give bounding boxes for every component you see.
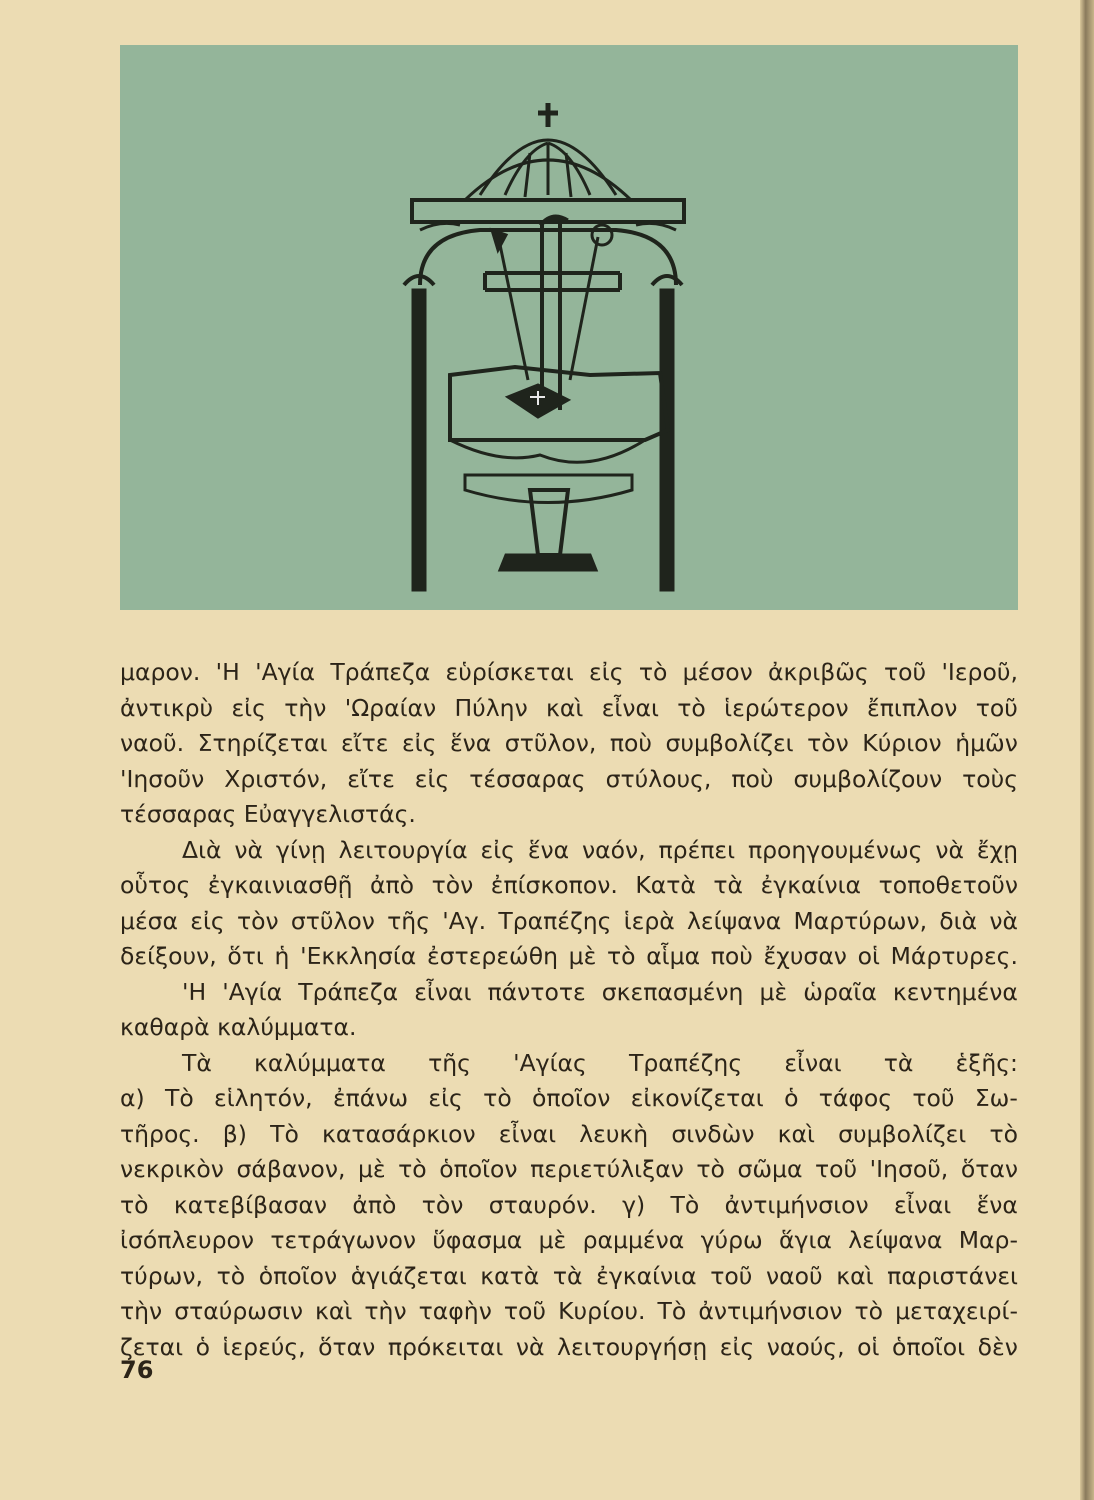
text-line: ναοῦ. Στηρίζεται εἴτε εἰς ἕνα στῦλον, ποὺ συμβολίζει τὸν Κύριον ἡμῶν: [120, 729, 1018, 757]
top-cross-icon: [538, 103, 558, 127]
text-line: τὴν σταύρωσιν καὶ τὴν ταφὴν τοῦ Κυρίου. Τὸ ἀντιμήνσιον τὸ μεταχειρί-: [120, 1297, 1018, 1325]
altar-stand: [530, 490, 568, 555]
page-number: 76: [120, 1356, 154, 1384]
text-line: τὸ κατεβίβασαν ἀπὸ τὸν σταυρόν. γ) Τὸ ἀντιμήνσιον εἶναι ἕνα: [120, 1190, 1018, 1219]
text-line: τύρων, τὸ ὁποῖον ἁγιάζεται κατὰ τὰ ἐγκαίνια τοῦ ναοῦ καὶ παριστάνει: [120, 1261, 1018, 1290]
text-line: καθαρὰ καλύμματα.: [120, 1013, 357, 1041]
paragraph-consecration: [120, 833, 1018, 975]
body-text: [120, 655, 1018, 1365]
altar-canopy-drawing: [120, 45, 1018, 610]
text-line: μαρον. 'Η 'Αγία Τράπεζα εὑρίσκεται εἰς τὸ μέσον ἀκριβῶς τοῦ 'Ιεροῦ,: [120, 658, 1018, 686]
text-line: Τὰ καλύμματα τῆς 'Αγίας Τραπέζης εἶναι τὰ ἑξῆς:: [182, 1048, 1018, 1077]
sponge-staff: [570, 237, 598, 380]
text-line: τέσσαρας Εὐαγγελιστάς.: [120, 800, 416, 828]
left-column: [413, 290, 425, 590]
text-line: νεκρικὸν σάβανον, μὲ τὸ ὁποῖον περιετύλιξαν τὸ σῶμα τοῦ 'Ιησοῦ, ὅταν: [120, 1155, 1018, 1183]
text-line: οὗτος ἐγκαινιασθῇ ἀπὸ τὸν ἐπίσκοπον. Κατὰ τὰ ἐγκαίνια τοποθετοῦν: [120, 871, 1018, 899]
text-line: 'Ιησοῦν Χριστόν, εἴτε εἰς τέσσαρας στύλους, ποὺ συμβολίζουν τοὺς: [120, 764, 1018, 793]
page-binding-edge: [1080, 0, 1094, 1500]
paragraph-coverings-list: [120, 1081, 1018, 1365]
altar-illustration: [120, 45, 1018, 610]
text-line: Διὰ νὰ γίνῃ λειτουργία εἰς ἕνα ναόν, πρέπει προηγουμένως νὰ ἔχῃ: [182, 835, 1018, 864]
text-line: ἀντικρὺ εἰς τὴν 'Ωραίαν Πύλην καὶ εἶναι τὸ ἱερώτερον ἔπιπλον τοῦ: [120, 693, 1018, 722]
text-line: 'Η 'Αγία Τράπεζα εἶναι πάντοτε σκεπασμένη μὲ ὡραῖα κεντημένα: [182, 977, 1018, 1006]
text-line: α) Τὸ εἱλητόν, ἐπάνω εἰς τὸ ὁποῖον εἰκονίζεται ὁ τάφος τοῦ Σω-: [120, 1084, 1018, 1112]
text-line: δείξουν, ὅτι ἡ 'Εκκλησία ἐστερεώθη μὲ τὸ αἷμα ποὺ ἔχυσαν οἱ Μάρτυρες.: [120, 942, 1018, 970]
paragraph-altar-location: [120, 655, 1018, 833]
text-line: ἰσόπλευρον τετράγωνον ὕφασμα μὲ ραμμένα γύρω ἅγια λείψανα Μαρ-: [120, 1226, 1018, 1254]
text-line: ζεται ὁ ἱερεύς, ὅταν πρόκειται νὰ λειτουργήσῃ εἰς ναούς, οἱ ὁποῖοι δὲν: [120, 1332, 1018, 1361]
canopy-arch: [420, 230, 676, 285]
altar-cross-icon: [485, 220, 620, 410]
right-column: [661, 290, 673, 590]
text-line: τῆρος. β) Τὸ κατασάρκιον εἶναι λευκὴ σινδὼν καὶ συμβολίζει τὸ: [120, 1119, 1018, 1148]
text-line: μέσα εἰς τὸν στῦλον τῆς 'Αγ. Τραπέζης ἱερὰ λείψανα Μαρτύρων, διὰ νὰ: [120, 906, 1018, 935]
paragraph-coverings-heading: [120, 1046, 1018, 1082]
paragraph-coverings-intro: [120, 975, 1018, 1046]
spear: [498, 235, 528, 380]
